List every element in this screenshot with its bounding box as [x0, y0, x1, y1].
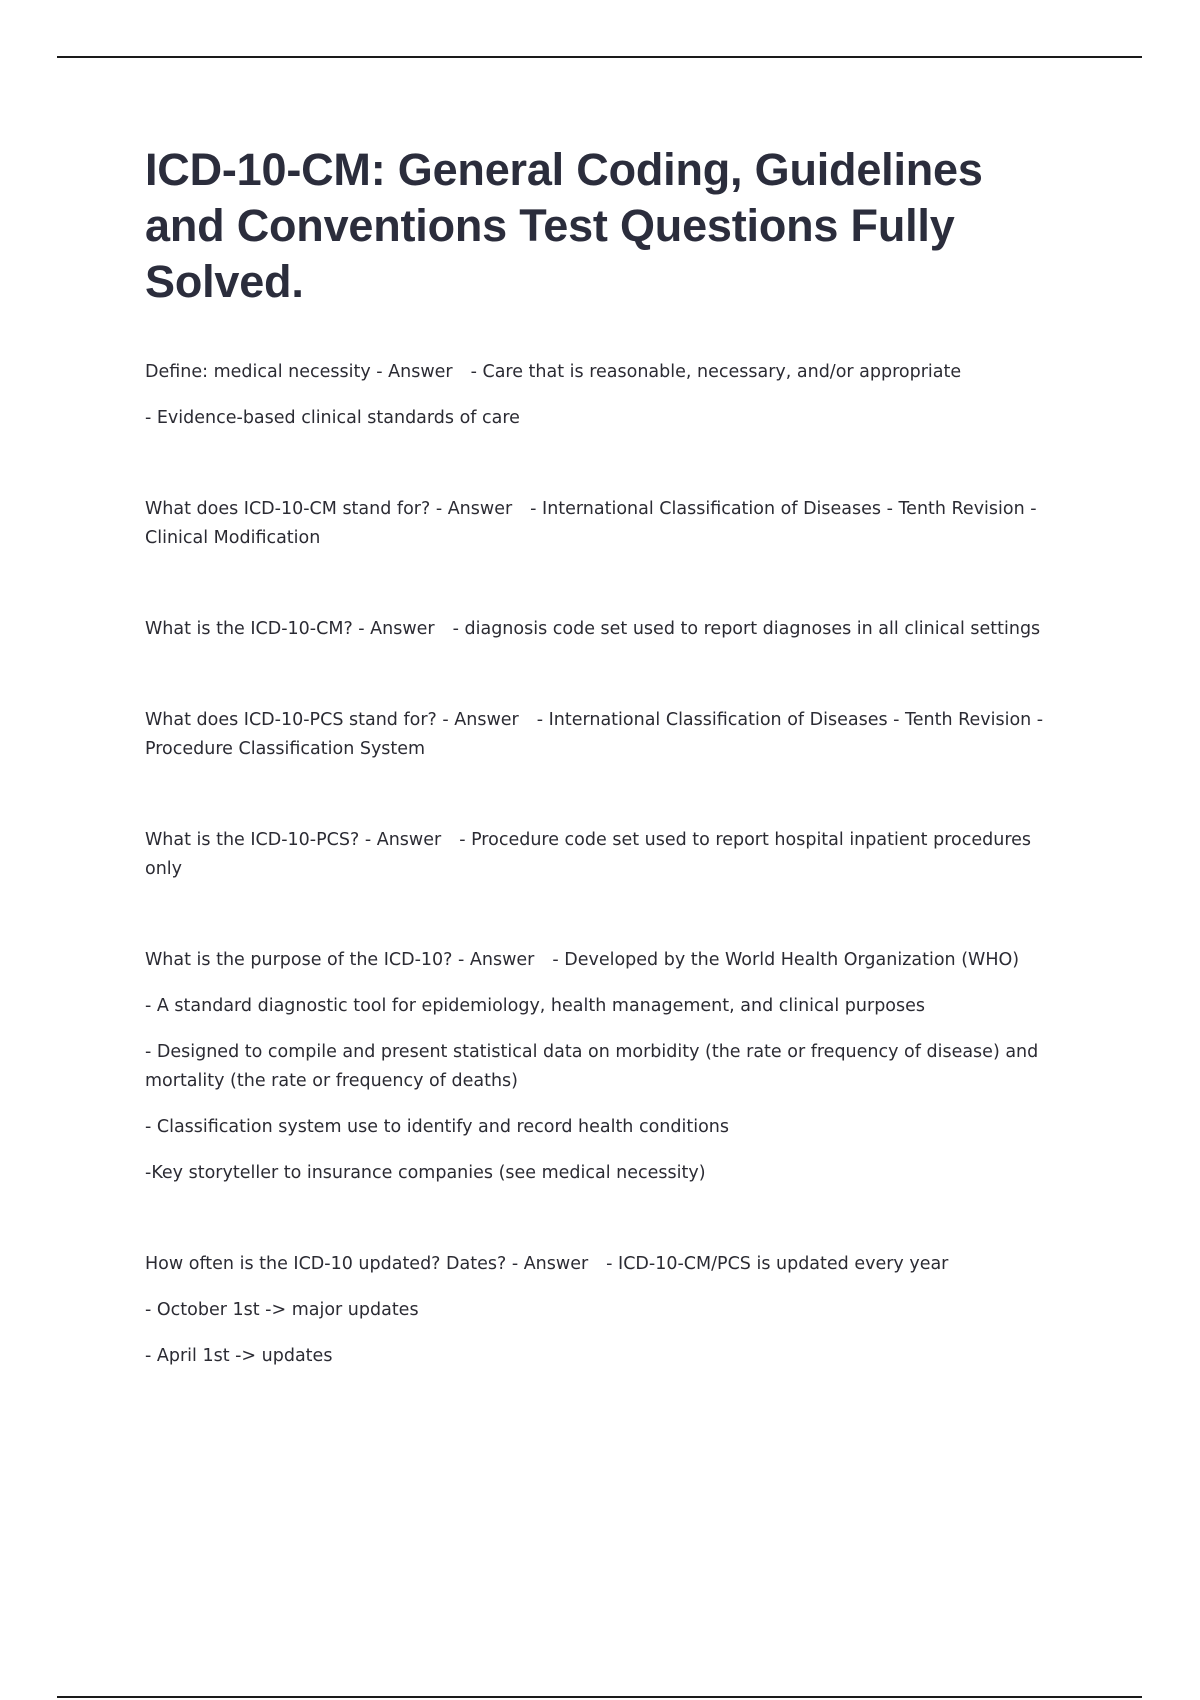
- qa-line: [145, 615, 1065, 644]
- answer: - International Classification of Diseases - Tenth Revision - Procedure Classification System: [145, 710, 1044, 759]
- document-body: [145, 142, 1065, 1433]
- qa-entry: [145, 495, 1065, 553]
- qa-line: [145, 495, 1065, 553]
- answer: - diagnosis code set used to report diagnoses in all clinical settings: [452, 619, 1041, 639]
- document-title: ICD-10-CM: General Coding, Guidelines and Conventions Test Questions Fully Solved.: [145, 144, 983, 307]
- answer-detail: - Designed to compile and present statistical data on morbidity (the rate or frequency of disease) and mortality (the rate or frequency of deaths): [145, 1042, 1039, 1091]
- question: What is the ICD-10-PCS? - Answer: [145, 830, 442, 850]
- qa-entry: [145, 706, 1065, 764]
- qa-entry: [145, 358, 1065, 433]
- answer-detail: - Classification system use to identify and record health conditions: [145, 1117, 729, 1137]
- answer-detail: - A standard diagnostic tool for epidemiology, health management, and clinical purposes: [145, 996, 926, 1016]
- question: What does ICD-10-PCS stand for? - Answer: [145, 710, 519, 730]
- answer-detail: - October 1st -> major updates: [145, 1300, 419, 1320]
- question: Define: medical necessity - Answer: [145, 362, 453, 382]
- qa-line: [145, 358, 1065, 387]
- qa-entry: [145, 826, 1065, 884]
- qa-line: [145, 1250, 1065, 1279]
- answer-detail: - April 1st -> updates: [145, 1346, 333, 1366]
- qa-line: [145, 826, 1065, 884]
- question: What is the ICD-10-CM? - Answer: [145, 619, 435, 639]
- qa-entry: [145, 1250, 1065, 1371]
- answer-detail: - Evidence-based clinical standards of care: [145, 408, 520, 428]
- qa-entry: [145, 615, 1065, 644]
- top-rule: [57, 56, 1142, 58]
- answer-detail: -Key storyteller to insurance companies (see medical necessity): [145, 1163, 706, 1183]
- qa-line: [145, 706, 1065, 764]
- answer: - Care that is reasonable, necessary, and/or appropriate: [470, 362, 962, 382]
- answer: - ICD-10-CM/PCS is updated every year: [606, 1254, 949, 1274]
- answer: - Procedure code set used to report hospital inpatient procedures only: [145, 830, 1032, 879]
- bottom-rule: [57, 1696, 1142, 1698]
- answer: - International Classification of Diseases - Tenth Revision - Clinical Modification: [145, 499, 1037, 548]
- answer: - Developed by the World Health Organization (WHO): [552, 950, 1020, 970]
- qa-entry: [145, 946, 1065, 1188]
- question: What is the purpose of the ICD-10? - Answer: [145, 950, 535, 970]
- question: What does ICD-10-CM stand for? - Answer: [145, 499, 513, 519]
- question: How often is the ICD-10 updated? Dates? - Answer: [145, 1254, 589, 1274]
- qa-line: [145, 946, 1065, 975]
